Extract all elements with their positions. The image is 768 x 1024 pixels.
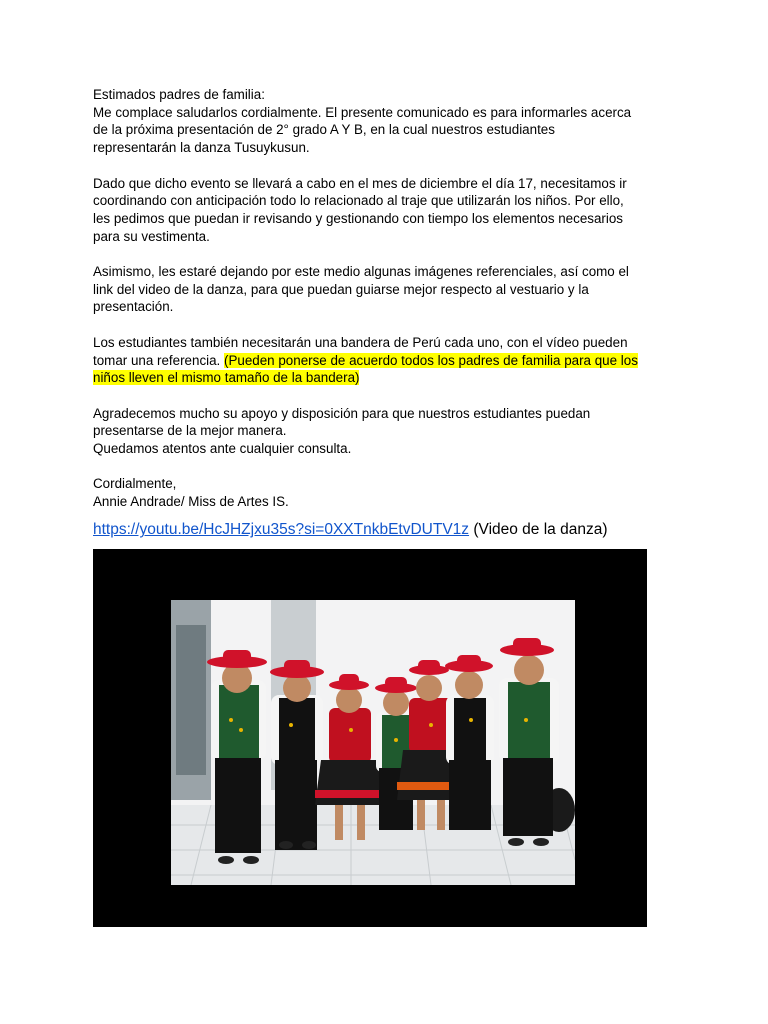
paragraph-flag xyxy=(93,334,693,387)
highlighted-note: (Pueden ponerse de acuerdo todos los padres de familia para que los xyxy=(224,352,638,368)
text-line: representarán la danza Tusuykusun. xyxy=(93,140,310,156)
text-line: Los estudiantes también necesitarán una bandera de Perú cada uno, con el vídeo pueden xyxy=(93,334,628,350)
text-line xyxy=(93,352,693,370)
text-line: les pedimos que puedan ir revisando y gestionando con tiempo los elementos necesarios xyxy=(93,210,623,226)
text-plain: tomar una referencia. xyxy=(93,352,224,368)
text-line: presentarse de la mejor manera. xyxy=(93,423,287,439)
text-line: link del video de la danza, para que puedan guiarse mejor respecto al vestuario y la xyxy=(93,281,589,297)
video-caption: (Video de la danza) xyxy=(469,521,608,539)
text-line xyxy=(93,369,693,387)
text-line: coordinando con anticipación todo lo relacionado al traje que utilizarán los niños. Por ello, xyxy=(93,193,624,209)
paragraph-images xyxy=(93,263,693,316)
paragraph-thanks xyxy=(93,405,693,458)
text-line: Agradecemos mucho su apoyo y disposición para que nuestros estudiantes puedan xyxy=(93,405,591,421)
paragraph-signature xyxy=(93,475,693,510)
paragraph-intro xyxy=(93,86,693,157)
photo-illustration xyxy=(171,600,575,885)
greeting: Estimados padres de familia: xyxy=(93,87,265,102)
text-line: Me complace saludarlos cordialmente. El presente comunicado es para informarles acerca xyxy=(93,104,632,120)
video-link-line xyxy=(93,520,693,540)
closing: Cordialmente, xyxy=(93,476,177,492)
text-line: Dado que dicho evento se llevará a cabo en el mes de diciembre el día 17, necesitamos ir xyxy=(93,175,627,191)
letter-body xyxy=(93,86,693,540)
text-line: Asimismo, les estaré dejando por este medio algunas imágenes referenciales, así como el xyxy=(93,264,629,279)
highlighted-note: niños lleven el mismo tamaño de la bandera) xyxy=(93,370,360,386)
paragraph-event xyxy=(93,175,693,246)
text-line: Quedamos atentos ante cualquier consulta. xyxy=(93,441,352,456)
text-line: para su vestimenta. xyxy=(93,228,210,244)
children-dance-costume-photo xyxy=(171,600,575,885)
video-link[interactable]: https://youtu.be/HcJHZjxu35s?si=0XXTnkbEtvDUTV1z xyxy=(93,521,470,539)
photo-frame xyxy=(93,549,647,927)
text-line: de la próxima presentación de 2° grado A Y B, en la cual nuestros estudiantes xyxy=(93,122,555,138)
signature: Annie Andrade/ Miss de Artes IS. xyxy=(93,494,289,510)
text-line: presentación. xyxy=(93,299,174,315)
